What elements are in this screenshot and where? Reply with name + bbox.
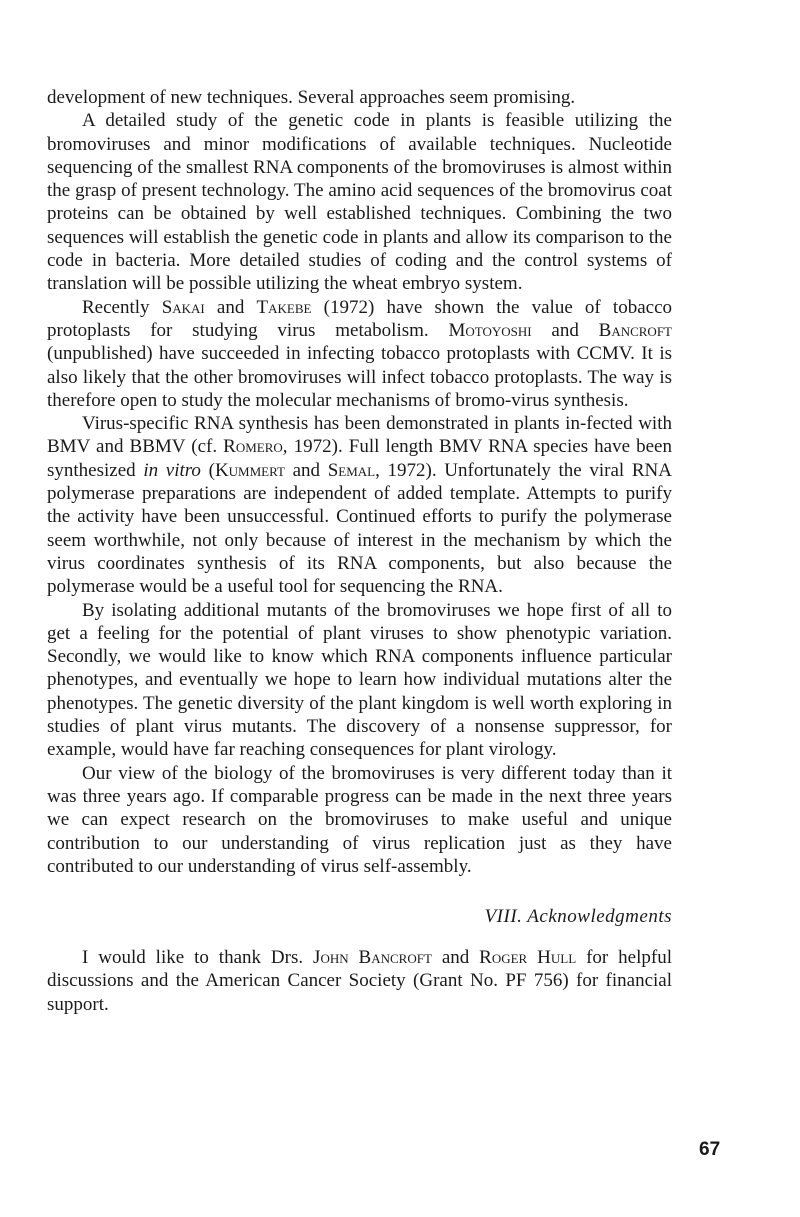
text-run: for helpful discussions and the American Cancer Society (Grant No. PF 756) for financial support. (47, 947, 672, 1015)
text-run: ( (200, 459, 215, 481)
author-name: Semal (327, 459, 376, 481)
author-name: Roger Hull (479, 947, 577, 969)
body-paragraph (47, 86, 672, 109)
text-run: (1972) have shown the value of tobacco protoplasts for studying virus metabolism. (47, 296, 673, 341)
body-paragraph (47, 109, 672, 295)
italic-term: in vitro (143, 459, 201, 481)
text-run: Virus-specific RNA synthesis has been demonstrated in plants in-fected with BMV and BBMV (cf. (47, 413, 672, 458)
text-run: (unpublished) have succeeded in infecting tobacco protoplasts with CCMV. It is also likely that the other bromoviruses will infect tobacco protoplasts. The way is therefore open to study the molecular mechanisms of bromo-virus synthesis. (47, 343, 672, 411)
section-heading: VIII. Acknowledgments (484, 906, 672, 928)
author-name: Romero (223, 436, 283, 458)
text-run: Recently (82, 296, 162, 318)
author-name: Motoyoshi (448, 319, 532, 341)
author-name: Sakai (161, 296, 205, 318)
text-run: development of new techniques. Several approaches seem promising. (47, 87, 576, 108)
text-run: , 1972). Full length BMV RNA species have been synthesized (47, 436, 672, 481)
body-paragraph (47, 296, 672, 412)
text-run: and (531, 319, 599, 341)
page-number: 67 (699, 1139, 721, 1160)
author-name: Bancroft (598, 319, 672, 341)
body-text (47, 86, 672, 878)
author-name: Takebe (256, 296, 312, 318)
author-name: Kummert (214, 459, 285, 481)
body-paragraph (47, 762, 672, 878)
body-paragraph (47, 599, 672, 762)
text-run: By isolating additional mutants of the bromoviruses we hope first of all to get a feeling for the potential of plant viruses to show phenotypic variation. Secondly, we would like to know which RNA components influence particular phenotypes, and eventually we hope to learn how individual mutations alter the phenotypes. The genetic diversity of the plant kingdom is well worth exploring in studies of plant virus mutants. The discovery of a nonsense suppressor, for example, would have far reaching consequences for plant virology. (47, 599, 672, 761)
page-body (47, 86, 672, 1016)
text-run: and (431, 947, 480, 969)
text-run: I would like to thank Drs. (82, 947, 314, 969)
text-run: and (204, 296, 257, 318)
text-run: Our view of the biology of the bromoviruses is very different today than it was three years ago. If comparable progress can be made in the next three years we can expect research on the bromoviruses to make useful and unique contribution to our understanding of virus replication just as they have contributed to our understanding of virus self-assembly. (47, 762, 672, 877)
author-name: John Bancroft (313, 947, 432, 969)
text-run: , 1972). Unfortunately the viral RNA polymerase preparations are independent of added template. Attempts to purify the activity have been unsuccessful. Continued efforts to purify the polymerase seem worthwhile, not only because of interest in the mechanism by which the virus coordinates synthesis of its RNA components, but also because the polymerase would be a useful tool for sequencing the RNA. (47, 459, 672, 598)
text-run: A detailed study of the genetic code in plants is feasible utilizing the bromoviruses and minor modifications of available techniques. Nucleotide sequencing of the smallest RNA components of the bromoviruses is almost within the grasp of present technology. The amino acid sequences of the bromovirus coat proteins can be obtained by well established techniques. Combining the two sequences will establish the genetic code in plants and allow its comparison to the code in bacteria. More detailed studies of coding and the control systems of translation will be possible utilizing the wheat embryo system. (47, 110, 672, 295)
body-paragraph (47, 412, 672, 598)
text-run: and (284, 459, 328, 481)
acknowledgment-paragraph (47, 946, 672, 1016)
